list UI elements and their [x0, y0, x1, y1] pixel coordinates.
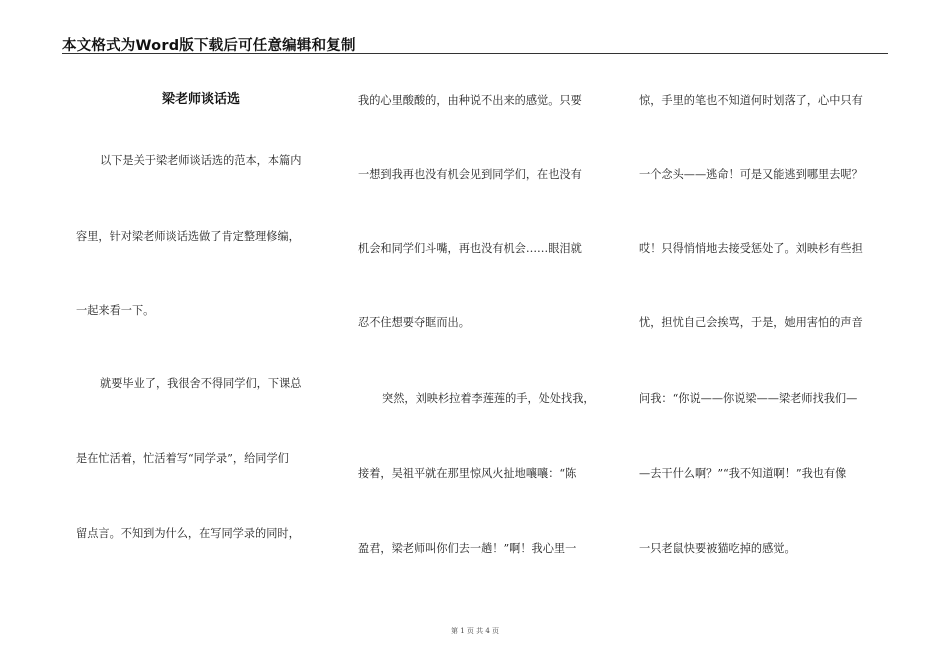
paragraph-line: 盈君，梁老师叫你们去一趟！”啊！我心里一 [358, 542, 577, 555]
paragraph-line: 一起来看一下。 [76, 304, 155, 317]
paragraph-line: 容里，针对梁老师谈话选做了肯定整理修编， [76, 230, 300, 243]
paragraph-line: 忍不住想要夺眶而出。 [358, 316, 470, 329]
paragraph-line: 以下是关于梁老师谈话选的范本，本篇内 [100, 154, 302, 167]
paragraph-line: 一只老鼠快要被猫吃掉的感觉。 [639, 542, 796, 555]
paragraph-line: 接着，吴祖平就在那里惊风火扯地嚷嚷：“陈 [358, 467, 577, 480]
paragraph-line: 一个念头——逃命！可是又能逃到哪里去呢？ [639, 168, 863, 181]
document-title: 梁老师谈话选 [161, 92, 240, 107]
paragraph-line: 惊，手里的笔也不知道何时划落了，心中只有 [639, 94, 863, 107]
paragraph-line: 问我：“你说——你说梁——梁老师找我们— [639, 392, 858, 405]
paragraph-line: 留点言。不知到为什么，在写同学录的同时， [76, 527, 300, 540]
paragraph-line: 机会和同学们斗嘴，再也没有机会……眼泪就 [358, 242, 582, 255]
banner-divider [62, 53, 888, 54]
page-number: 第 1 页 共 4 页 [450, 627, 500, 635]
paragraph-line: 哎！只得悄悄地去接受惩处了。刘映杉有些担 [639, 242, 863, 255]
paragraph-line: 就要毕业了，我很舍不得同学们，下课总 [100, 377, 302, 390]
paragraph-line: 是在忙活着，忙活着写“同学录”，给同学们 [76, 452, 289, 465]
paragraph-line: 忧，担忧自己会挨骂，于是，她用害怕的声音 [639, 316, 863, 329]
paragraph-line: 一想到我再也没有机会见到同学们，在也没有 [358, 168, 582, 181]
text-column-3 [639, 80, 885, 560]
text-column-2 [358, 80, 604, 560]
paragraph-line: 我的心里酸酸的，由种说不出来的感觉。只要 [358, 94, 582, 107]
document-banner: 本文格式为Word版下载后可任意编辑和复制 [62, 38, 356, 54]
text-column-1 [76, 80, 316, 560]
paragraph-line: 突然，刘映杉拉着李莲莲的手，处处找我， [382, 392, 595, 405]
paragraph-line: —去干什么啊？”“我不知道啊！”我也有像 [639, 467, 847, 480]
